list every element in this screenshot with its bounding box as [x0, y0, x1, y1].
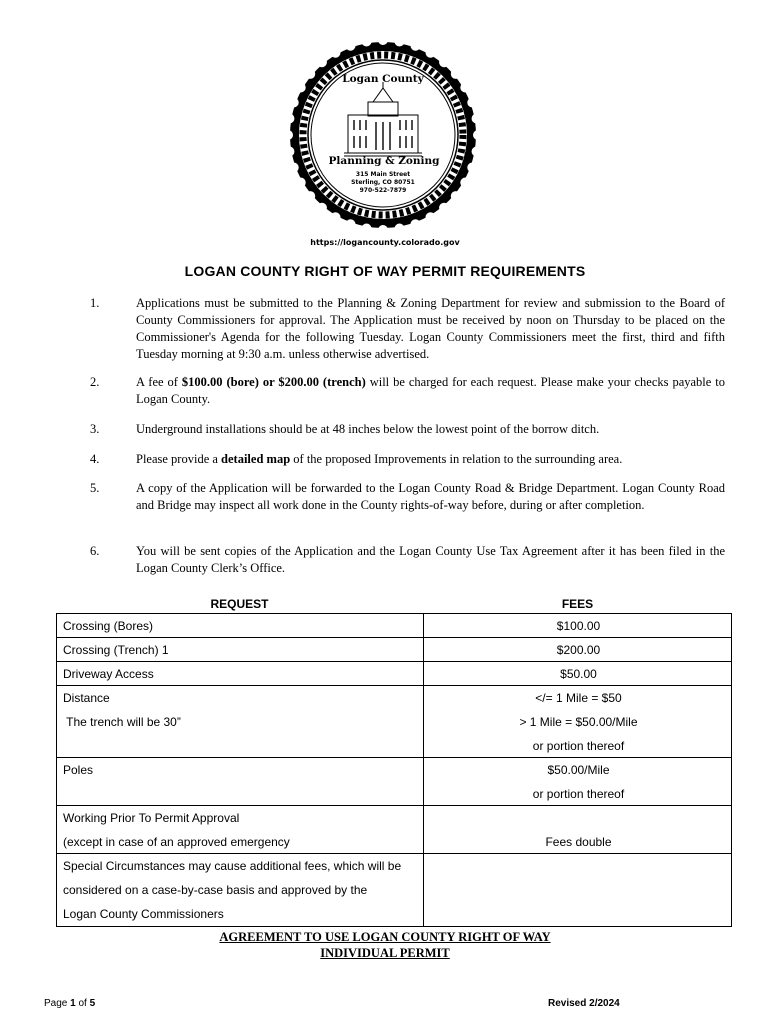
seal-notch	[362, 36, 372, 46]
requirement-text: You will be sent copies of the Application and the Logan County Use Tax Agreement after it has been filed in the Logan County Clerk’s Office.	[136, 544, 725, 575]
fee-cell: $50.00/Mile	[547, 763, 610, 777]
seal-notch	[289, 98, 299, 108]
seal-notch	[439, 57, 449, 67]
seal-address-line-2: Sterling, CO 80751	[351, 179, 415, 186]
seal-notch	[378, 225, 388, 235]
request-cell: Crossing (Trench) 1	[63, 643, 169, 657]
requirement-text: Please provide a detailed map of the proposed Improvements in relation to the surrounding area.	[136, 452, 623, 466]
fee-cell: $100.00	[556, 619, 601, 633]
requirement-text: A copy of the Application will be forwarded to the Logan County Road & Bridge Department. Logan County Road and Bridge may inspect all work done in the County rights-of-way before, during or after completion.	[136, 481, 725, 512]
seal-notch	[460, 83, 470, 93]
logan-county-planning-zoning-seal	[288, 30, 478, 240]
fee-cell: or portion thereof	[532, 739, 625, 753]
requirement-text: Underground installations should be at 48 inches below the lowest point of the borrow ditch.	[136, 422, 600, 436]
seal-notch	[426, 212, 436, 222]
seal-notch	[410, 41, 420, 51]
seal-notch	[346, 41, 356, 51]
seal-url: https://logancounty.colorado.gov	[310, 238, 460, 247]
fee-cell: </= 1 Mile = $50	[535, 691, 622, 705]
seal-notch	[362, 224, 372, 234]
requirement-number: 1.	[90, 296, 100, 310]
request-cell: Poles	[63, 763, 94, 777]
seal-phone: 970-522-7879	[359, 187, 407, 194]
requirement-number: 2.	[90, 375, 100, 389]
requirement-number: 4.	[90, 452, 100, 466]
table-row	[56, 805, 732, 854]
seal-notch	[451, 191, 461, 201]
seal-notch	[346, 219, 356, 229]
document-title: LOGAN COUNTY RIGHT OF WAY PERMIT REQUIREMENTS	[184, 263, 586, 279]
seal-county-name: Logan County	[342, 73, 424, 85]
requirement-item	[90, 451, 725, 468]
seal-notch	[439, 203, 449, 213]
request-cell: Working Prior To Permit Approval	[63, 811, 240, 825]
request-cell: Logan County Commissioners	[63, 907, 224, 921]
page-number: Page 1 of 5	[44, 998, 96, 1009]
requirement-text: Applications must be submitted to the Planning & Zoning Department for review and submission to the Board of County Commissioners for approval. The Application must be received by noon on Thursday to be placed on the Commissioner's Agenda for the following Tuesday. Logan County Commissioners meet the first, third and fifth Tuesday morning at 9:30 a.m. unless otherwise advertised.	[136, 296, 725, 361]
requirement-number: 6.	[90, 544, 100, 558]
request-cell: Crossing (Bores)	[63, 619, 154, 633]
request-cell: Special Circumstances may cause additional fees, which will be	[63, 859, 402, 873]
seal-notch	[394, 36, 404, 46]
requirement-number: 5.	[90, 481, 100, 495]
seal-notch	[317, 203, 327, 213]
seal-notch	[410, 219, 420, 229]
seal-notch	[451, 69, 461, 79]
seal-notch	[289, 162, 299, 172]
seal-notch	[305, 191, 315, 201]
agreement-subheading: INDIVIDUAL PERMIT	[320, 946, 450, 960]
seal-notch	[296, 178, 306, 188]
table-row	[56, 637, 732, 662]
request-cell: Driveway Access	[63, 667, 154, 681]
request-cell: considered on a case-by-case basis and approved by the	[63, 883, 368, 897]
seal-notch	[331, 212, 341, 222]
seal-address-line-1: 315 Main Street	[355, 171, 411, 178]
request-cell: The trench will be 30”	[63, 715, 181, 729]
table-row	[56, 613, 732, 638]
requirement-text: A fee of $100.00 (bore) or $200.00 (trench) will be charged for each request. Please make your checks payable to Logan County.	[136, 375, 726, 406]
seal-notch	[467, 162, 477, 172]
requirement-item	[90, 480, 725, 514]
fee-cell	[424, 806, 733, 830]
seal-notch	[394, 224, 404, 234]
seal-subtitle: Planning & Zoning	[328, 155, 440, 167]
table-header-fees: FEES	[561, 597, 594, 611]
requirement-item	[90, 295, 725, 363]
fee-cell: or portion thereof	[532, 787, 625, 801]
table-header-request: REQUEST	[210, 597, 269, 611]
fee-cell: $200.00	[556, 643, 601, 657]
table-row	[56, 757, 732, 806]
seal-notch	[460, 178, 470, 188]
seal-notch	[317, 57, 327, 67]
fee-cell: $50.00	[560, 667, 597, 681]
requirement-item	[90, 543, 725, 577]
requirement-item	[90, 374, 725, 408]
request-cell: (except in case of an approved emergency	[63, 835, 290, 849]
revision-date: Revised 2/2024	[548, 998, 620, 1009]
seal-notch	[426, 48, 436, 58]
seal-notch	[467, 98, 477, 108]
requirement-number: 3.	[90, 422, 100, 436]
requirement-item	[90, 421, 725, 438]
seal-notch	[331, 48, 341, 58]
table-row	[56, 685, 732, 758]
seal-notch	[378, 35, 388, 45]
seal-notch	[296, 83, 306, 93]
table-row	[56, 853, 732, 927]
table-row	[56, 661, 732, 686]
fee-cell: > 1 Mile = $50.00/Mile	[519, 715, 638, 729]
request-cell: Distance	[63, 691, 110, 705]
fee-cell: Fees double	[545, 835, 612, 849]
seal-notch	[305, 69, 315, 79]
agreement-heading: AGREEMENT TO USE LOGAN COUNTY RIGHT OF WAY	[219, 930, 551, 944]
